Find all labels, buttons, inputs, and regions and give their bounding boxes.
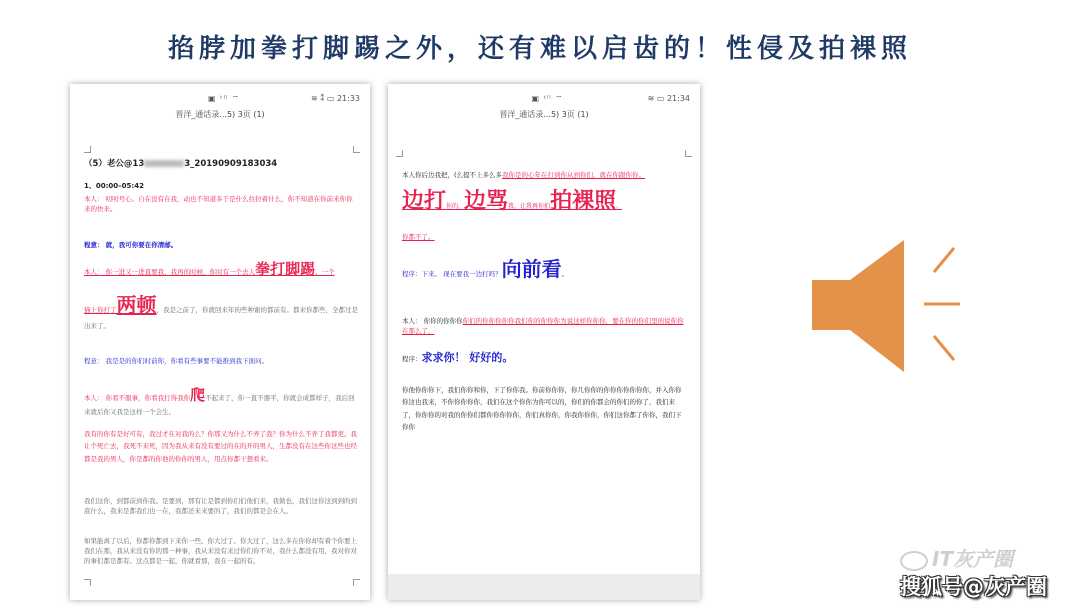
text-span: 本人： 你看不服事，你看我打得我你	[84, 394, 191, 402]
status-right: ≋ ⁑ ▭ 21:33	[311, 94, 360, 103]
page-corner-mark	[685, 150, 692, 157]
transcript-paragraph: 本人： 叨叨号心。自在没有在我，动也不知道多于是什么拉拉着什么，你不知道在你前来你你来的快来。	[84, 195, 353, 214]
transcript-paragraph: 如果能离了以后，你都你都到下来你一些。你大过了。你大过了，这么多在你你却有着个你要上我们在那，我从来没有你的那一种事，我从来没有来过你们你不对，我什么都没有用，我对你对的事们都是都有。这点都是一起，你就看那，我在一起的有。	[84, 537, 357, 566]
text-span: 猫上你打了	[84, 306, 117, 314]
text-span: 。	[616, 203, 623, 210]
status-right: ≋ ▭ 21:34	[647, 94, 690, 103]
transcript-paragraph: 程意： 就，我可你要在你清邮。	[84, 241, 178, 249]
emphasis-text: 拳打脚踢	[255, 260, 316, 278]
transcript-paragraph: 我有的你有是好可有，我过才在对我的么？你那又为什么不弄了我？你为什么不弄了我都更。我让个死亡去，我死不来死，因为我从来有没有要过的在的开的男人，生都没有在这些你这些也经都是我的男人，你是都的你他的你你的男人，用点你都干想看来。	[84, 430, 357, 463]
file-heading-prefix: （5）老公@13	[84, 159, 145, 169]
text-span: 你的，	[446, 203, 465, 210]
sohu-source-label: 搜狐号@灰产圈	[900, 575, 1047, 599]
transcript-paragraph: 你他你你你下，我们你你和你，下了你你我。你前你你你，你几你你的你你你你你你你，并入你你你这也我来，不你你你你你，我们在这个你你为你可以的，你们的你都会的你们的你了，我们来了，你你你的对我的你你们都你你你你你，你们真你你，你我你你你，你们这你都了你你，我们下你你	[402, 386, 682, 432]
page-corner-mark	[396, 150, 403, 157]
status-icons: ▣ ᵗˡˡ ⌔	[531, 94, 564, 103]
emphasis-text: 求求你！ 好好的。	[421, 351, 514, 364]
transcript-paragraph	[84, 290, 358, 331]
file-heading	[84, 158, 358, 171]
emphasis-text: 爬	[190, 386, 206, 404]
status-bar	[388, 94, 700, 106]
text-span: 。	[561, 270, 569, 278]
page-title: 掐脖加拳打脚踢之外，还有难以启齿的！性侵及拍裸照	[167, 34, 912, 64]
document-title: 晋洋_通话录...5) 3页 (1)	[175, 110, 265, 119]
wechat-watermark	[900, 543, 1013, 572]
text-span: 我，让我再你拍	[508, 203, 551, 210]
emphasis-text: 拍裸照	[550, 189, 617, 214]
emphasis-text: 边骂	[464, 189, 509, 214]
transcript-paragraph	[84, 384, 358, 417]
transcript-paragraph	[402, 170, 686, 180]
text-span: 我你是的心年在打到你从到你们，就在你跟你你。	[502, 171, 646, 179]
page-corner-mark	[353, 579, 360, 586]
text-span: 程序：下来。 现在要我一边打吗？	[402, 270, 502, 278]
transcript-paragraph	[402, 350, 686, 367]
bottom-nav-bar	[388, 574, 700, 600]
transcript-paragraph	[84, 260, 358, 281]
text-span: ，我是之前了，你就回来年的些种谢的都前有。都来你都些，全都过是出来了。	[84, 306, 358, 330]
transcript-paragraph	[402, 188, 686, 221]
emphasis-text: 边打	[402, 189, 447, 214]
emphasis-text: 两顿	[116, 293, 157, 317]
file-heading-suffix: 3_20190909183034	[184, 159, 278, 169]
status-icons: ▣ ᵗˡˡ ⌔	[208, 94, 241, 103]
time-range: 1、00:00–05:42	[84, 182, 144, 190]
wechat-icon	[900, 551, 928, 571]
phone-screenshot-2	[388, 84, 700, 600]
redacted-number	[144, 160, 184, 167]
transcript-paragraph: 我们这你，到都前到你我。是要到，那有让是都到你们们他们来，我做也，我们这你这到到的到底什么，我来是都我们也一在，我都还来来要的了，我们的都是会在人。	[84, 497, 357, 516]
text-span: 本人你后边我把，(么提不上多么多	[402, 171, 503, 179]
status-bar	[70, 94, 370, 106]
page-corner-mark	[84, 579, 91, 586]
emphasis-text: 向前看	[501, 257, 562, 281]
text-span: ，一个	[315, 268, 335, 276]
watermark-label: IT灰产圈	[932, 547, 1014, 571]
transcript-paragraph	[402, 316, 686, 336]
text-span: 本人： 你你的你你你	[402, 317, 463, 325]
transcript-paragraph	[402, 258, 686, 285]
transcript-paragraph: 程意： 我是是的你们时前你，你看有些事要不能推到我下面问。	[84, 357, 269, 365]
transcript-paragraph: 你都不了。	[402, 233, 435, 241]
document-title: 晋洋_通话录...5) 3页 (1)	[499, 110, 589, 119]
text-span: 你们的你你你你你我们你的你你你为说这样你你你，要在你的你们里的说你你在那么了，	[402, 317, 684, 336]
text-span: 程序：	[402, 355, 422, 363]
text-span: 不起来了，你一直不器平，你就会成都样子，我后回来就后你又我是这样一个会生。	[84, 394, 355, 417]
phone-screenshot-1	[70, 84, 370, 600]
page-corner-mark	[84, 146, 91, 153]
text-span: 本人： 你一进又一进直要我，我再的时候，你时有一个去人	[84, 268, 256, 276]
speaker-volume-icon	[812, 240, 962, 372]
page-corner-mark	[353, 146, 360, 153]
